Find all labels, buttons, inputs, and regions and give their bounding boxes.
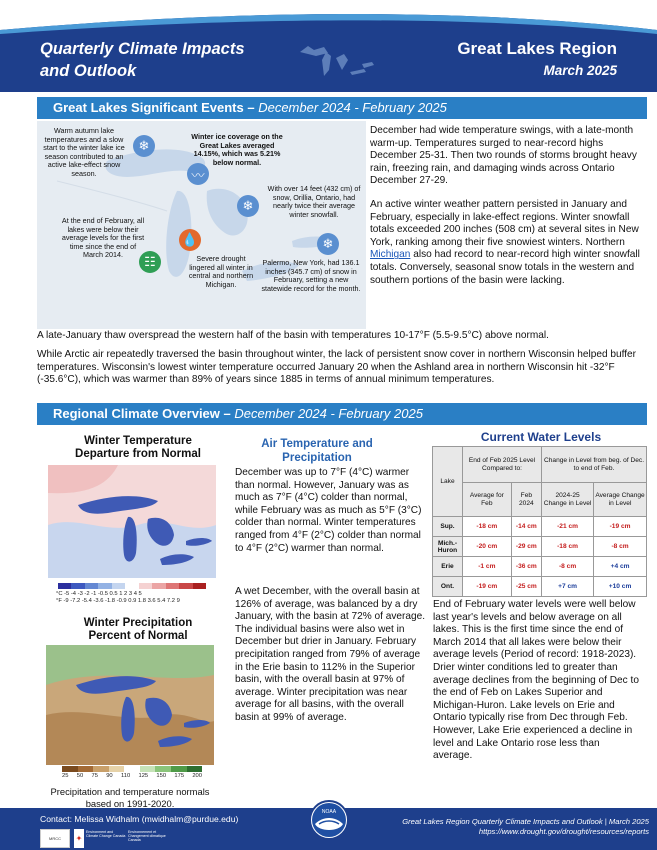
normals-note: Precipitation and temperature normals based on 1991-2020. (50, 786, 210, 809)
noaa-text: NOAA (321, 809, 337, 815)
precip-legend-labels (62, 773, 202, 779)
events-paragraph-2-a: An active winter weather pattern persisted in January and February, especially in lake-effect regions. Winter snowfall totals exceeded 200 inches (508 cm) at several sites in New York, ranking among their five snowiest winters. Northern (370, 199, 639, 248)
precip-map-title-line2: Percent of Normal (88, 630, 188, 642)
header-banner (0, 0, 657, 92)
precipitation-map-graphic (46, 645, 214, 765)
events-section-title: Great Lakes Significant Events – (53, 100, 255, 115)
precip-legend-label: 150 (156, 773, 167, 779)
overview-section-range: December 2024 - February 2025 (234, 406, 423, 421)
temp-map-title (48, 435, 228, 461)
table-header-2024-25-change: 2024-25 Change in Level (542, 483, 594, 517)
callout-ice-coverage (189, 133, 285, 167)
callout-drought: Severe drought lingered all winter in central and northern Michigan. (188, 254, 254, 289)
feb-2024-cell: -29 cm (511, 537, 541, 557)
snowflake-icon-orillia: ❄ (237, 195, 259, 217)
air-temp-paragraph-1: December was up to 7°F (4°C) warmer than normal. However, January was as much as 7°F (4°C) colder than normal, while February was as much as 5°F (3°C) colder than normal. Winter temperatures ranged from 4°F (2°C) colder than normal to 4°F (2°C) warmer than normal. (235, 467, 422, 554)
canada-flag-icon: ✦ (74, 829, 84, 848)
water-levels-title: Current Water Levels (480, 430, 602, 444)
temp-legend-fahrenheit: °F -9 -7.2 -5.4 -3.6 -1.8 -0.9 0.9 1.8 3.6 5.4 7.2 9 (56, 598, 180, 604)
footer-citation (402, 817, 649, 837)
water-levels-rows (433, 517, 647, 597)
noaa-logo (309, 800, 349, 840)
feb-2024-cell: -14 cm (511, 517, 541, 537)
footer-contact: Contact: Melissa Widhalm (mwidhalm@purdue.edu) (40, 814, 239, 824)
footer-url[interactable]: https://www.drought.gov/drought/resources/reports (478, 827, 649, 836)
precip-legend-label: 175 (174, 773, 185, 779)
change-cell: -18 cm (542, 537, 594, 557)
region-title (457, 38, 617, 82)
temp-legend-celsius: °C -5 -4 -3 -2 -1 -0.5 0.5 1 2 3 4 5 (56, 591, 142, 597)
precip-legend-label: 25 (62, 773, 69, 779)
temp-map-title-line2: Departure from Normal (75, 448, 201, 460)
region-name: Great Lakes Region (457, 39, 617, 58)
table-header-group1: End of Feb 2025 Level Compared to: (463, 447, 542, 483)
feb-2024-cell: -25 cm (511, 577, 541, 597)
callout-lake-levels: At the end of February, all lakes were below their average levels for the first time since the end of March 2014. (61, 216, 145, 260)
snowflake-icon: ❄ (133, 135, 155, 157)
events-paragraph-2-b: also had record to near-record high winter snowfall totals. Conversely, seasonal snow totals in the western and southern portions of the basin were lacking. (370, 249, 640, 286)
callout-orillia-snow: With over 14 feet (432 cm) of snow, Orillia, Ontario, had nearly twice their average winter snowfall. (267, 184, 361, 219)
table-header-avg-change: Average Change in Level (594, 483, 647, 517)
noaa-logo-graphic (311, 802, 347, 838)
change-cell: -21 cm (542, 517, 594, 537)
events-paragraph-4: While Arctic air repeatedly traversed the basin throughout winter, the lack of persistent snow cover in northern Wisconsin helped buffer temperatures. Wisconsin's lowest winter temperature occurred January 20 when the Ashland area in northern Wisconsin hit -32°F (-35.6°C), which was warmer than 89% of years since 1885 in terms of annual minimum temperatures. (37, 349, 637, 386)
precip-legend-label: 200 (192, 773, 202, 779)
callout-palermo-snow: Palermo, New York, had 136.1 inches (345.7 cm) of snow in February, setting a new statewide record for the month. (261, 258, 361, 293)
water-levels-table (432, 446, 647, 597)
avg-change-cell: -8 cm (594, 537, 647, 557)
avg-feb-cell: -1 cm (463, 557, 512, 577)
avg-change-cell: +10 cm (594, 577, 647, 597)
precip-map-title-line1: Winter Precipitation (83, 617, 193, 629)
table-row (433, 517, 647, 537)
mrcc-logo-text: MRCC (49, 836, 61, 841)
air-temp-paragraph-2: A wet December, with the overall basin at 126% of average, was balanced by a dry January, with the basin at 72% of average. The individual basins were also wet in December but drier in January. February precipitation ranged from 79% of average in the Erie basin to 112% in the Superior basin, with the overall basin at 97% of average. Winter precipitation was near average for all basins, with the overall basin at 99% of average. (235, 586, 426, 723)
significant-events-map (37, 121, 366, 329)
precip-legend-label: 110 (120, 773, 131, 779)
table-row (433, 557, 647, 577)
temp-legend-scale (58, 583, 206, 589)
callout-ice-text: Winter ice coverage on the Great Lakes averaged 14.15%, which was 5.21% below normal. (191, 132, 283, 167)
change-cell: +7 cm (542, 577, 594, 597)
footer-citation-line1: Great Lakes Region Quarterly Climate Impacts and Outlook | March 2025 (402, 817, 649, 826)
callout-autumn-lake-temps: Warm autumn lake temperatures and a slow start to the winter lake ice season contributed to an active lake-effect snow season. (43, 126, 125, 178)
feb-2024-cell: -36 cm (511, 557, 541, 577)
temperature-map-graphic (48, 465, 216, 578)
table-header-group2: Change in Level from beg. of Dec. to end of Feb. (542, 447, 647, 483)
precip-legend-label: 90 (106, 773, 113, 779)
report-title-line2: and Outlook (40, 62, 137, 80)
precip-legend-label: 50 (76, 773, 84, 779)
table-row (433, 537, 647, 557)
avg-feb-cell: -20 cm (463, 537, 512, 557)
events-paragraph-1: December had wide temperature swings, with a late-month warm-up. Temperatures surged to near-record highs December 25-31. Then two rounds of storms brought heavy rain, freezing rain, and damaging winds across Ontario December 27-29. (370, 125, 637, 187)
eccc-french: Environnement et Changement climatique Canada (128, 830, 166, 843)
overview-section-bar (37, 403, 647, 425)
avg-change-cell: -19 cm (594, 517, 647, 537)
events-section-range: December 2024 - February 2025 (258, 100, 447, 115)
events-paragraph-2 (370, 199, 642, 287)
events-section-bar (37, 97, 647, 119)
change-cell: -8 cm (542, 557, 594, 577)
lake-cell: Erie (433, 557, 463, 577)
table-header-lake: Lake (433, 447, 463, 517)
table-header-feb-2024: Feb 2024 (511, 483, 541, 517)
snowflake-icon-palermo: ❄ (317, 233, 339, 255)
water-levels-paragraph: End of February water levels were well below last year's levels and below average on all lakes. This is the first time since the end of March 2014 that all lakes were below their average levels (Period of record: 1918-2023). Drier winter conditions led to greater than average declines from the beginning of Dec to the end of Feb on Lakes Superior and Michigan-Huron. Lake levels on Erie and Ontario typically rise from Dec through Feb. However, Lake Erie experienced a decline in level and Lake Ontario rose less than average. (433, 599, 639, 762)
temp-map-title-line1: Winter Temperature (84, 435, 192, 447)
overview-section-title: Regional Climate Overview – (53, 406, 231, 421)
lake-cell: Ont. (433, 577, 463, 597)
report-title (40, 38, 245, 82)
lake-cell: Sup. (433, 517, 463, 537)
drought-icon: 💧 (179, 229, 201, 251)
michigan-link[interactable]: Michigan (370, 249, 411, 261)
table-row (433, 577, 647, 597)
table-header-avg-feb: Average for Feb (463, 483, 512, 517)
precipitation-percent-map (46, 645, 214, 765)
report-date: March 2025 (543, 63, 617, 78)
ice-coverage-icon: 〰 (187, 163, 209, 185)
precip-legend-label: 125 (138, 773, 149, 779)
temperature-departure-map (48, 465, 216, 578)
air-temp-heading: Air Temperature and Precipitation (261, 438, 373, 464)
avg-feb-cell: -18 cm (463, 517, 512, 537)
precip-legend-label: 75 (91, 773, 98, 779)
mrcc-logo (40, 829, 70, 848)
avg-change-cell: +4 cm (594, 557, 647, 577)
events-paragraph-3: A late-January thaw overspread the western half of the basin with temperatures 10-17°F (5.5-9.5°C) above normal. (37, 330, 549, 341)
avg-feb-cell: -19 cm (463, 577, 512, 597)
precip-legend-scale (62, 766, 202, 772)
lake-cell: Mich.-Huron (433, 537, 463, 557)
water-level-icon: ☷ (139, 251, 161, 273)
report-title-line1: Quarterly Climate Impacts (40, 40, 245, 58)
precip-map-title (48, 617, 228, 643)
eccc-english: Environment and Climate Change Canada (86, 830, 126, 839)
